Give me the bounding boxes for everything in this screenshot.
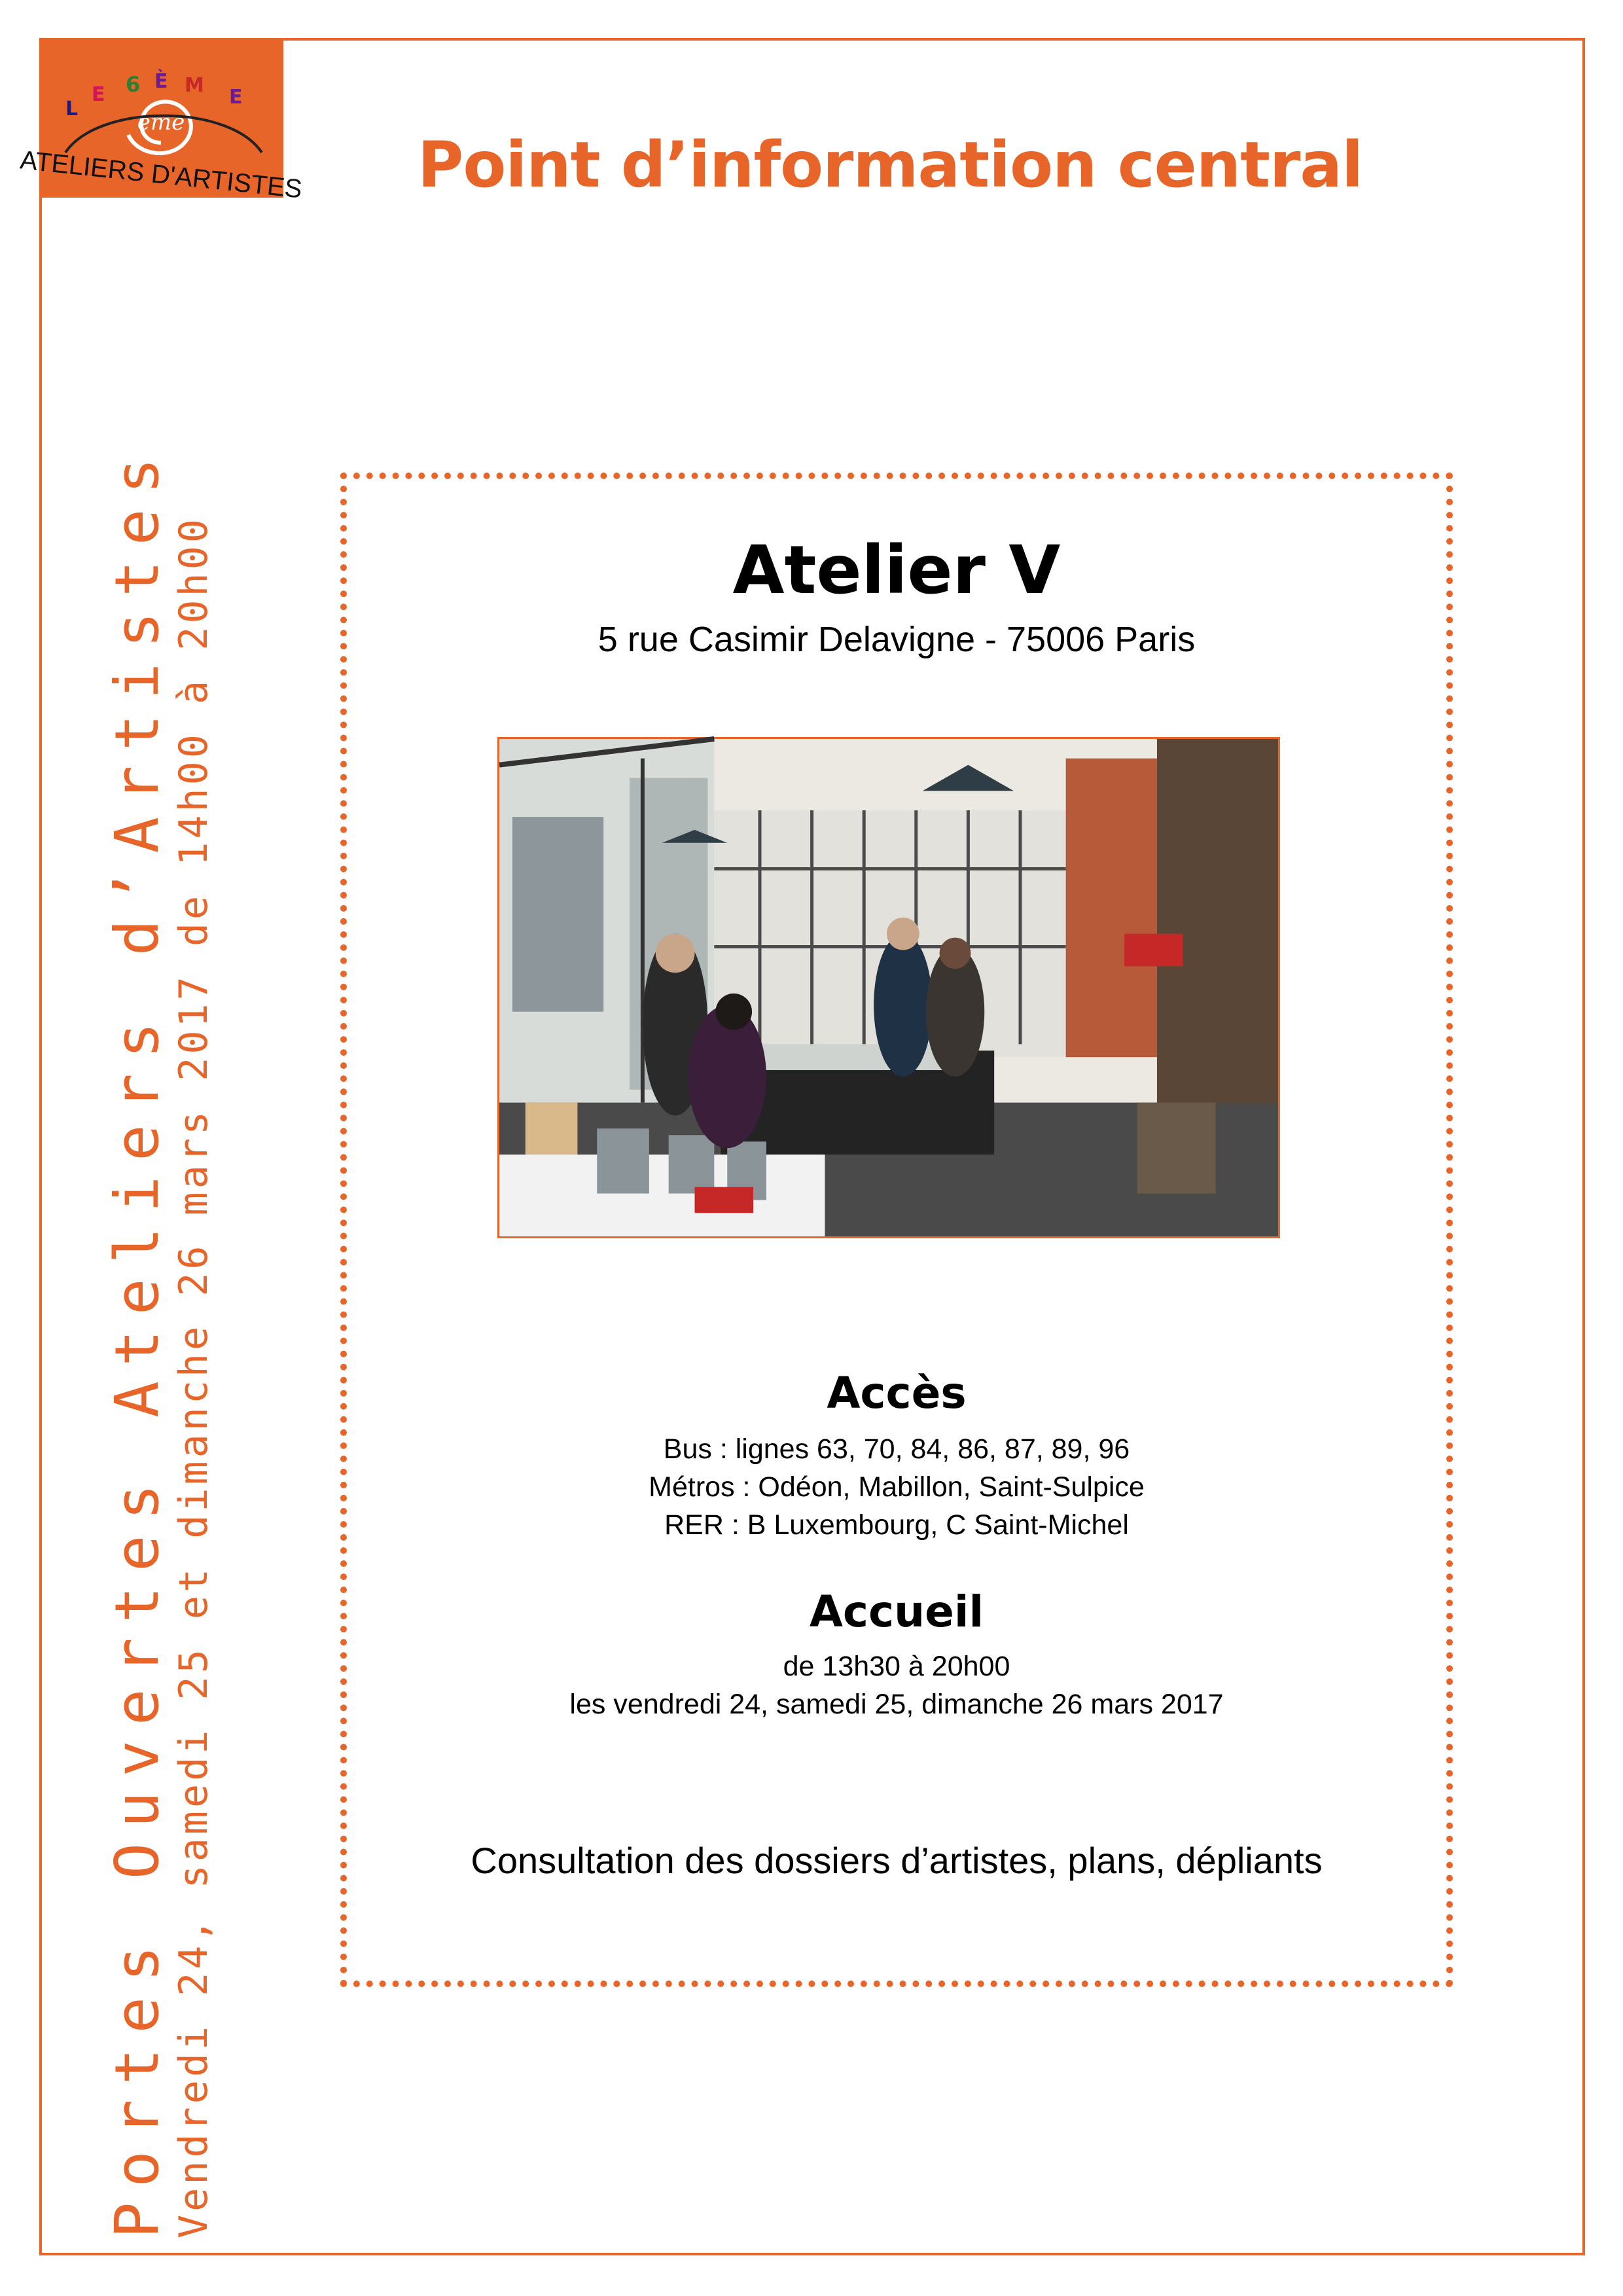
access-metro: Métros : Odéon, Mabillon, Saint-Sulpice	[649, 1471, 1145, 1503]
side-banner-title: Portes Ouvertes Ateliers d’Artistes	[102, 442, 172, 2238]
welcome-heading: Accueil	[809, 1587, 984, 1637]
venue-address: 5 rue Casimir Delavigne - 75006 Paris	[597, 620, 1196, 659]
svg-text:E: E	[229, 86, 243, 109]
svg-text:L: L	[65, 98, 79, 120]
access-rer: RER : B Luxembourg, C Saint-Michel	[664, 1509, 1129, 1541]
logo-bottom-text: ATELIERS D'ARTISTES	[18, 145, 304, 204]
svg-text:È: È	[154, 70, 168, 93]
venue-name: Atelier V	[732, 531, 1061, 609]
side-banner-dates: Vendredi 24, samedi 25 et dimanche 26 mars 2017 de 14h00 à 20h00	[171, 516, 217, 2238]
logo-inner-text: ème	[137, 109, 185, 135]
venue-photo	[497, 737, 1280, 1238]
logo	[18, 38, 304, 204]
svg-text:6: 6	[126, 72, 141, 97]
svg-text:E: E	[92, 83, 105, 106]
access-heading: Accès	[827, 1368, 967, 1418]
welcome-dates: les vendredi 24, samedi 25, dimanche 26 mars 2017	[569, 1689, 1224, 1720]
side-banner	[102, 442, 217, 2238]
consultation-note: Consultation des dossiers d’artistes, plans, dépliants	[471, 1840, 1323, 1881]
welcome-hours: de 13h30 à 20h00	[783, 1651, 1010, 1682]
access-bus: Bus : lignes 63, 70, 84, 86, 87, 89, 96	[663, 1433, 1130, 1465]
logo-graphic	[18, 38, 304, 204]
svg-text:M: M	[185, 74, 204, 97]
page-title: Point d’information central	[418, 128, 1363, 202]
